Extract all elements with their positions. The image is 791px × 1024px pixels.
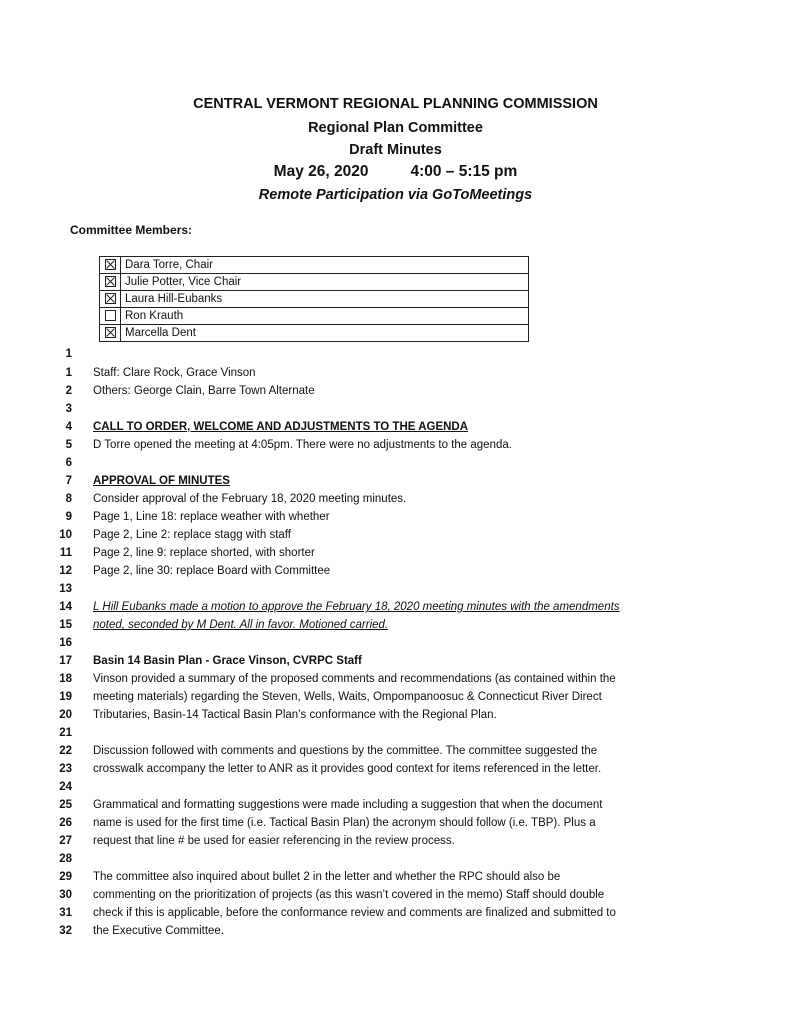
minutes-text: Page 2, line 9: replace shorted, with shorter	[93, 547, 315, 559]
line-number: 12	[59, 565, 72, 577]
line-number: 16	[59, 637, 72, 649]
line-number: 4	[65, 421, 72, 433]
minutes-text: crosswalk accompany the letter to ANR as it provides good context for items referenced in the letter.	[93, 763, 602, 775]
line-number: 10	[59, 529, 72, 541]
line-number: 5	[65, 439, 72, 451]
minutes-text: Discussion followed with comments and questions by the committee. The committee suggested the	[93, 745, 598, 757]
line-number: 27	[59, 835, 72, 847]
minutes-text: Consider approval of the February 18, 2020 meeting minutes.	[93, 493, 407, 505]
line-number: 8	[65, 493, 72, 505]
section-heading-approval-of-minutes: APPROVAL OF MINUTES	[93, 475, 230, 487]
line-number: 23	[59, 763, 72, 775]
line-number: 26	[59, 817, 72, 829]
minutes-text: meeting materials) regarding the Steven, Wells, Waits, Ompompanoosuc & Connecticut River Direct	[93, 691, 602, 703]
line-number: 1	[65, 367, 72, 379]
minutes-text: Page 2, Line 2: replace stagg with staff	[93, 529, 291, 541]
line-number: 15	[59, 619, 72, 631]
line-number: 28	[59, 853, 72, 865]
line-number: 19	[59, 691, 72, 703]
meeting-date: May 26, 2020	[273, 163, 369, 180]
line-number: 7	[65, 475, 72, 487]
member-name: Julie Potter, Vice Chair	[121, 274, 529, 291]
minutes-text: Tributaries, Basin-14 Tactical Basin Plan’s conformance with the Regional Plan.	[93, 709, 497, 721]
participation-note: Remote Participation via GoToMeetings	[258, 187, 533, 203]
member-row	[100, 274, 529, 291]
minutes-text: the Executive Committee.	[93, 925, 225, 937]
minutes-text: commenting on the prioritization of projects (as this wasn’t covered in the memo) Staff should double	[93, 889, 605, 901]
line-number: 11	[59, 547, 72, 559]
minutes-text: The committee also inquired about bullet 2 in the letter and whether the RPC should also be	[93, 871, 561, 883]
line-number: 18	[59, 673, 72, 685]
member-name: Laura Hill-Eubanks	[121, 291, 529, 308]
member-row	[100, 325, 529, 342]
minutes-text: Vinson provided a summary of the proposed comments and recommendations (as contained within the	[93, 673, 616, 685]
meeting-date-time	[0, 163, 791, 181]
checkbox-checked-icon	[105, 293, 116, 304]
member-name: Dara Torre, Chair	[121, 257, 529, 274]
line-number: 3	[65, 403, 72, 415]
line-number: 14	[59, 601, 72, 613]
minutes-text: check if this is applicable, before the conformance review and comments are finalized and submitted to	[93, 907, 616, 919]
member-row	[100, 308, 529, 325]
checkbox-checked-icon	[105, 327, 116, 338]
line-number: 13	[59, 583, 72, 595]
document-type: Draft Minutes	[349, 142, 442, 158]
member-name: Marcella Dent	[121, 325, 529, 342]
org-title: CENTRAL VERMONT REGIONAL PLANNING COMMISSION	[193, 96, 598, 112]
minutes-text: Grammatical and formatting suggestions were made including a suggestion that when the document	[93, 799, 603, 811]
minutes-text: request that line # be used for easier referencing in the review process.	[93, 835, 455, 847]
member-row	[100, 257, 529, 274]
member-row	[100, 291, 529, 308]
line-number: 2	[65, 385, 72, 397]
minutes-text: Page 2, line 30: replace Board with Committee	[93, 565, 331, 577]
motion-text: noted, seconded by M Dent. All in favor. Motioned carried.	[93, 619, 389, 631]
committee-title: Regional Plan Committee	[308, 120, 483, 136]
line-number: 1	[65, 348, 72, 360]
motion-text: L Hill Eubanks made a motion to approve the February 18, 2020 meeting minutes with the amendments	[93, 601, 620, 613]
others-attendance: Others: George Clain, Barre Town Alternate	[93, 385, 315, 397]
minutes-text: Page 1, Line 18: replace weather with whether	[93, 511, 330, 523]
line-number: 31	[59, 907, 72, 919]
line-number: 25	[59, 799, 72, 811]
line-number: 22	[59, 745, 72, 757]
minutes-text: name is used for the first time (i.e. Tactical Basin Plan) the acronym should follow (i.e. TBP). Plus a	[93, 817, 596, 829]
member-name: Ron Krauth	[121, 308, 529, 325]
section-heading-call-to-order: CALL TO ORDER, WELCOME AND ADJUSTMENTS TO THE AGENDA	[93, 421, 469, 433]
committee-members-label: Committee Members:	[70, 223, 193, 237]
minutes-text: D Torre opened the meeting at 4:05pm. There were no adjustments to the agenda.	[93, 439, 512, 451]
line-number: 9	[65, 511, 72, 523]
line-number: 6	[65, 457, 72, 469]
checkbox-empty-icon	[105, 310, 116, 321]
line-number: 20	[59, 709, 72, 721]
line-number: 30	[59, 889, 72, 901]
line-number: 29	[59, 871, 72, 883]
line-number: 17	[59, 655, 72, 667]
line-number: 24	[59, 781, 72, 793]
line-number: 32	[59, 925, 72, 937]
checkbox-checked-icon	[105, 276, 116, 287]
staff-attendance: Staff: Clare Rock, Grace Vinson	[93, 367, 256, 379]
section-heading-basin-plan: Basin 14 Basin Plan - Grace Vinson, CVRPC Staff	[93, 655, 362, 667]
line-number: 21	[59, 727, 72, 739]
meeting-time: 4:00 – 5:15 pm	[410, 163, 518, 180]
committee-members-table	[99, 256, 529, 342]
checkbox-checked-icon	[105, 259, 116, 270]
